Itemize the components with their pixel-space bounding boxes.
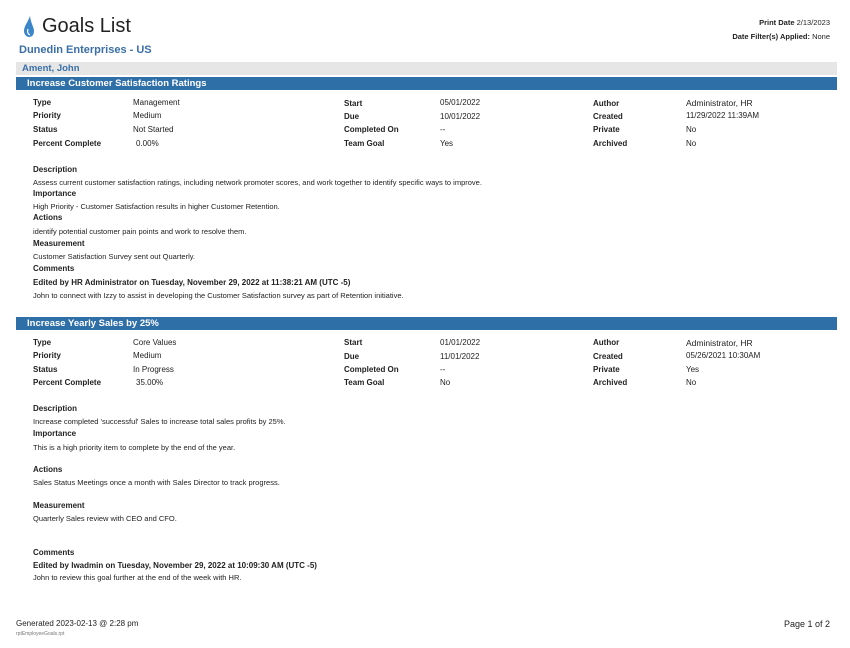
priority-label: Priority xyxy=(33,351,62,360)
start-label: Start xyxy=(344,338,363,347)
type-value: Management xyxy=(133,98,180,107)
created-label: Created xyxy=(593,112,623,121)
due-value: 10/01/2022 xyxy=(440,112,481,121)
comment-header: Edited by HR Administrator on Tuesday, November 29, 2022 at 11:38:21 AM (UTC -5) xyxy=(33,278,351,287)
due-label: Due xyxy=(344,112,360,121)
comments-heading: Comments xyxy=(33,264,75,273)
filter-label: Date Filter(s) Applied: xyxy=(732,32,810,41)
team-goal-label: Team Goal xyxy=(344,378,385,387)
measurement-heading: Measurement xyxy=(33,501,85,510)
goal-title-bar xyxy=(16,77,837,90)
page-title: Goals List xyxy=(42,15,131,37)
description-text: Assess current customer satisfaction ratings, including network promoter scores, and work together to identify specific ways to improve. xyxy=(33,178,482,187)
actions-heading: Actions xyxy=(33,465,63,474)
goal-title: Increase Customer Satisfaction Ratings xyxy=(27,78,207,89)
status-label: Status xyxy=(33,365,58,374)
priority-value: Medium xyxy=(133,351,162,360)
importance-heading: Importance xyxy=(33,429,77,438)
type-value: Core Values xyxy=(133,338,177,347)
team-goal-value: Yes xyxy=(440,139,454,148)
archived-value: No xyxy=(686,139,697,148)
actions-heading: Actions xyxy=(33,213,63,222)
measurement-text: Customer Satisfaction Survey sent out Quarterly. xyxy=(33,252,196,261)
comment-text: John to connect with Izzy to assist in developing the Customer Satisfaction survey as part of Retention initiative. xyxy=(33,291,404,300)
percent-label: Percent Complete xyxy=(33,139,102,148)
completed-on-value: -- xyxy=(440,125,446,134)
comment-header: Edited by lwadmin on Tuesday, November 29, 2022 at 10:09:30 AM (UTC -5) xyxy=(33,561,317,570)
type-label: Type xyxy=(33,338,52,347)
team-goal-label: Team Goal xyxy=(344,139,385,148)
priority-value: Medium xyxy=(133,111,162,120)
description-text: Increase completed 'successful' Sales to increase total sales profits by 25%. xyxy=(33,417,286,426)
archived-value: No xyxy=(686,378,697,387)
completed-on-label: Completed On xyxy=(344,125,399,134)
filter-value: None xyxy=(812,32,830,41)
priority-label: Priority xyxy=(33,111,62,120)
author-label: Author xyxy=(593,338,620,347)
actions-text: identify potential customer pain points and work to resolve them. xyxy=(33,227,247,236)
start-value: 01/01/2022 xyxy=(440,338,481,347)
completed-on-value: -- xyxy=(440,365,446,374)
measurement-text: Quarterly Sales review with CEO and CFO. xyxy=(33,514,177,523)
status-value: Not Started xyxy=(133,125,174,134)
print-info xyxy=(732,16,830,44)
percent-value: 35.00% xyxy=(136,378,164,387)
due-value: 11/01/2022 xyxy=(440,352,480,361)
created-label: Created xyxy=(593,352,623,361)
private-label: Private xyxy=(593,365,620,374)
created-value: 11/29/2022 11:39AM xyxy=(686,111,760,120)
percent-label: Percent Complete xyxy=(33,378,102,387)
employee-bar xyxy=(16,62,837,75)
importance-heading: Importance xyxy=(33,189,77,198)
comment-text: John to review this goal further at the end of the week with HR. xyxy=(33,573,242,582)
comments-heading: Comments xyxy=(33,548,75,557)
description-heading: Description xyxy=(33,165,78,174)
type-label: Type xyxy=(33,98,52,107)
author-label: Author xyxy=(593,99,620,108)
due-label: Due xyxy=(344,352,360,361)
print-date: 2/13/2023 xyxy=(796,18,830,27)
employee-name: Ament, John xyxy=(22,63,80,74)
importance-text: This is a high priority item to complete by the end of the year. xyxy=(33,443,236,452)
page-number: Page 1 of 2 xyxy=(783,619,830,629)
company-name: Dunedin Enterprises - US xyxy=(19,44,152,56)
author-value: Administrator, HR xyxy=(686,338,753,348)
status-value: In Progress xyxy=(133,365,174,374)
completed-on-label: Completed On xyxy=(344,365,399,374)
report-source: rptEmployeeGoals.rpt xyxy=(16,631,65,637)
importance-text: High Priority - Customer Satisfaction results in higher Customer Retention. xyxy=(33,202,280,211)
archived-label: Archived xyxy=(593,139,628,148)
start-value: 05/01/2022 xyxy=(440,98,481,107)
archived-label: Archived xyxy=(593,378,628,387)
generated-timestamp: Generated 2023-02-13 @ 2:28 pm xyxy=(16,619,139,628)
goal-title-bar xyxy=(16,317,837,330)
author-value: Administrator, HR xyxy=(686,98,753,108)
private-value: No xyxy=(686,125,697,134)
goal-title: Increase Yearly Sales by 25% xyxy=(27,318,159,329)
status-label: Status xyxy=(33,125,58,134)
percent-value: 0.00% xyxy=(136,139,159,148)
print-date-label: Print Date xyxy=(759,18,795,27)
description-heading: Description xyxy=(33,404,78,413)
private-label: Private xyxy=(593,125,620,134)
droplet-logo-icon xyxy=(22,16,36,38)
team-goal-value: No xyxy=(440,378,451,387)
measurement-heading: Measurement xyxy=(33,239,85,248)
private-value: Yes xyxy=(686,365,700,374)
start-label: Start xyxy=(344,99,363,108)
actions-text: Sales Status Meetings once a month with Sales Director to track progress. xyxy=(33,478,280,487)
created-value: 05/26/2021 10:30AM xyxy=(686,351,761,360)
